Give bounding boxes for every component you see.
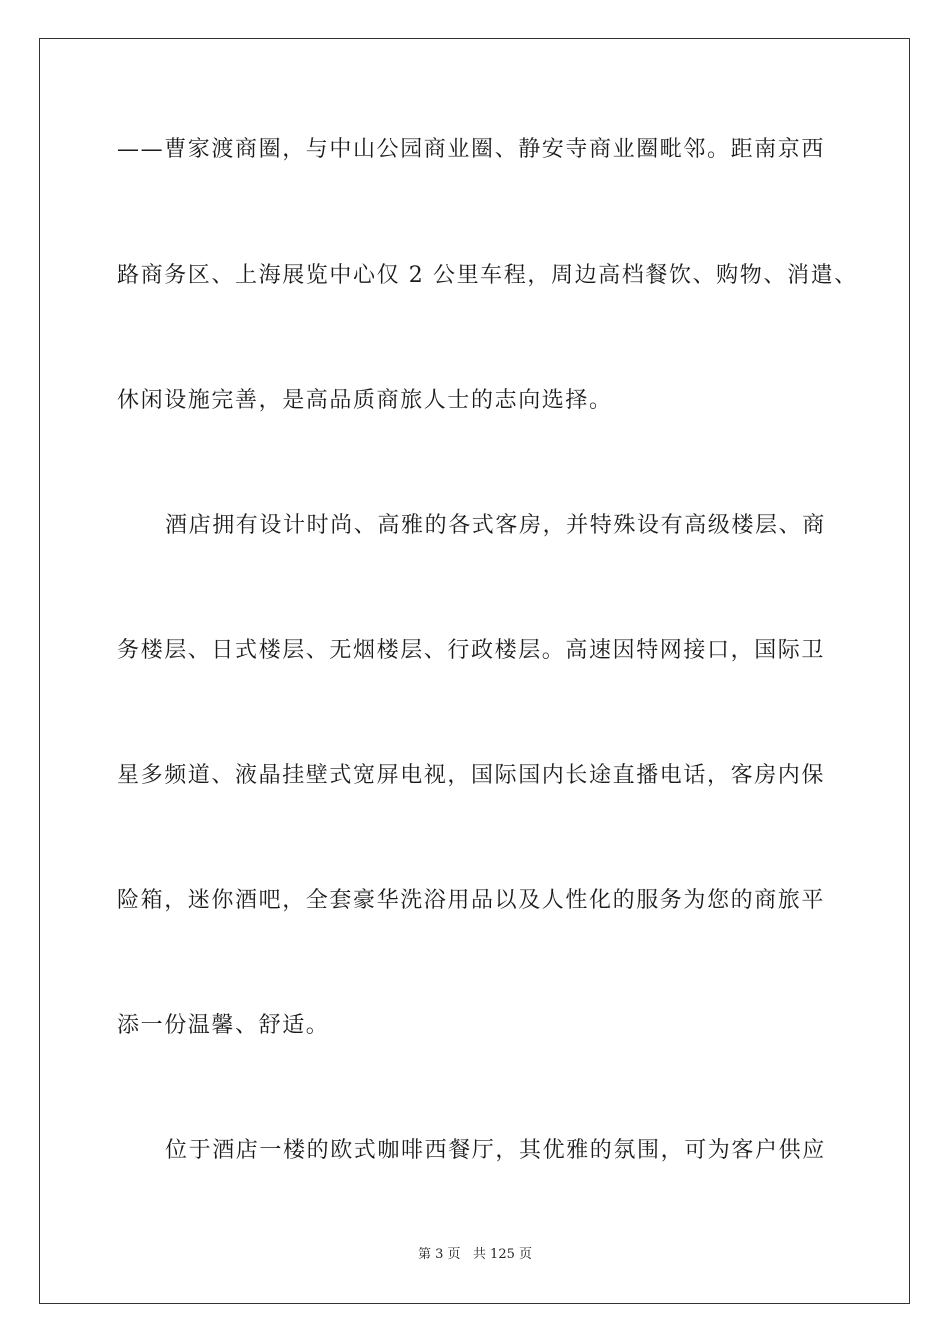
body-text-line: 路商务区、上海展览中心仅 2 公里车程，周边高档餐饮、购物、消遣、 <box>117 263 858 288</box>
paragraph-start-line: 位于酒店一楼的欧式咖啡西餐厅，其优雅的氛围，可为客户供应 <box>165 1138 826 1163</box>
body-text-line: 星多频道、液晶挂壁式宽屏电视，国际国内长途直播电话，客房内保 <box>117 763 826 788</box>
paragraph-start-line: 酒店拥有设计时尚、高雅的各式客房，并特殊设有高级楼层、商 <box>165 513 826 538</box>
body-text-line: 务楼层、日式楼层、无烟楼层、行政楼层。高速因特网接口，国际卫 <box>117 638 826 663</box>
page-number-footer: 第 3 页 共 125 页 <box>417 1247 532 1262</box>
body-text-line: 休闲设施完善，是高品质商旅人士的志向选择。 <box>117 388 613 413</box>
body-text-line: 险箱，迷你酒吧，全套豪华洗浴用品以及人性化的服务为您的商旅平 <box>117 888 826 913</box>
page-border <box>39 38 910 1304</box>
body-text-line: ——曹家渡商圈，与中山公园商业圈、静安寺商业圈毗邻。距南京西 <box>117 137 826 162</box>
body-text-line: 添一份温馨、舒适。 <box>117 1013 330 1038</box>
